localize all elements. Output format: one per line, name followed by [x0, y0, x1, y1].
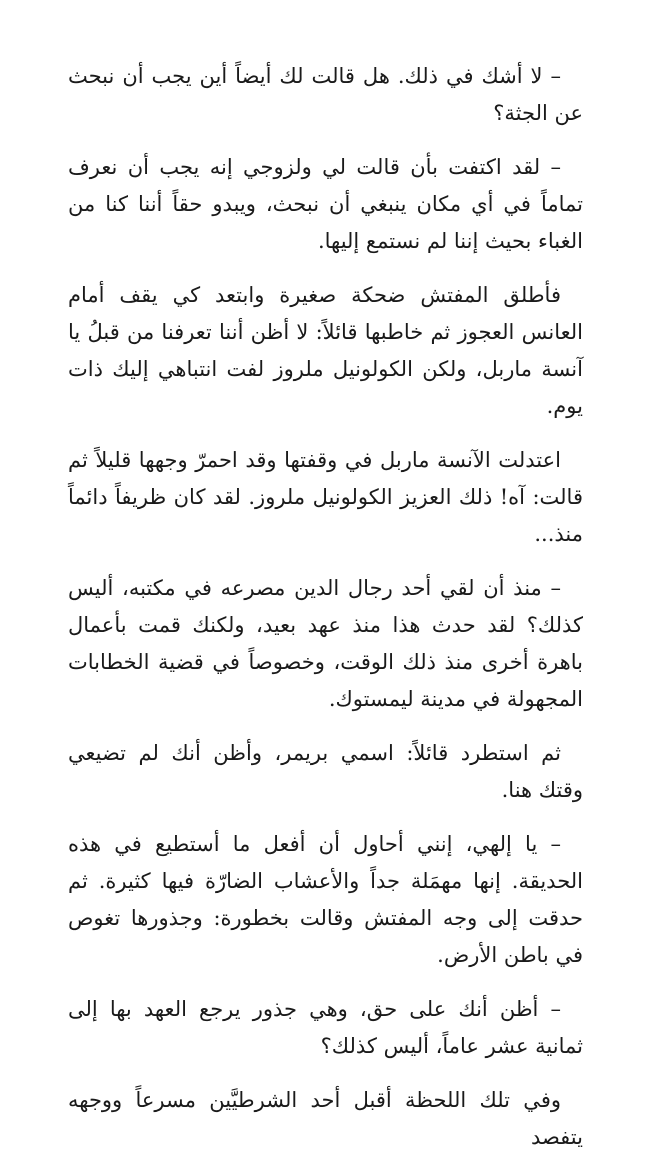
paragraph-3: فأطلق المفتش ضحكة صغيرة وابتعد كي يقف أمام العانس العجوز ثم خاطبها قائلاً: لا أظن أننا تعرفنا من قبلُ يا آنسة ماربل، ولكن الكولونيل ملروز لفت انتباهي إليك ذات يوم.: [68, 283, 583, 418]
paragraph-7: – يا إلهي، إنني أحاول أن أفعل ما أستطيع في هذه الحديقة. إنها مهمَلة جداً والأعشاب الضارّة فيها كثيرة. ثم حدقت إلى وجه المفتش وقالت بخطورة: وجذورها تغوص في باطن الأرض.: [68, 832, 583, 967]
paragraph-9: وفي تلك اللحظة أقبل أحد الشرطيَّين مسرعاً ووجهه يتفصد: [68, 1088, 583, 1149]
paragraph-4: اعتدلت الآنسة ماربل في وقفتها وقد احمرّ وجهها قليلاً ثم قالت: آه! ذلك العزيز الكولونيل ملروز. لقد كان ظريفاً دائماً منذ...: [68, 448, 583, 546]
paragraph-6: ثم استطرد قائلاً: اسمي بريمر، وأظن أنك لم تضيعي وقتك هنا.: [68, 741, 583, 802]
paragraph-2: – لقد اكتفت بأن قالت لي ولزوجي إنه يجب أن نعرف تماماً في أي مكان ينبغي أن نبحث، ويبدو حقاً أننا كنا من الغباء بحيث إننا لم نستمع إليها.: [68, 155, 583, 253]
paragraph-5: – منذ أن لقي أحد رجال الدين مصرعه في مكتبه، أليس كذلك؟ لقد حدث هذا منذ عهد بعيد، ولكنك قمت بأعمال باهرة أخرى منذ ذلك الوقت، وخصوصاً في قضية الخطابات المجهولة في مدينة ليمستوك.: [68, 576, 583, 711]
paragraph-8: – أظن أنك على حق، وهي جذور يرجع العهد بها إلى ثمانية عشر عاماً، أليس كذلك؟: [68, 997, 583, 1058]
paragraph-1: – لا أشك في ذلك. هل قالت لك أيضاً أين يجب أن نبحث عن الجثة؟: [68, 64, 583, 125]
